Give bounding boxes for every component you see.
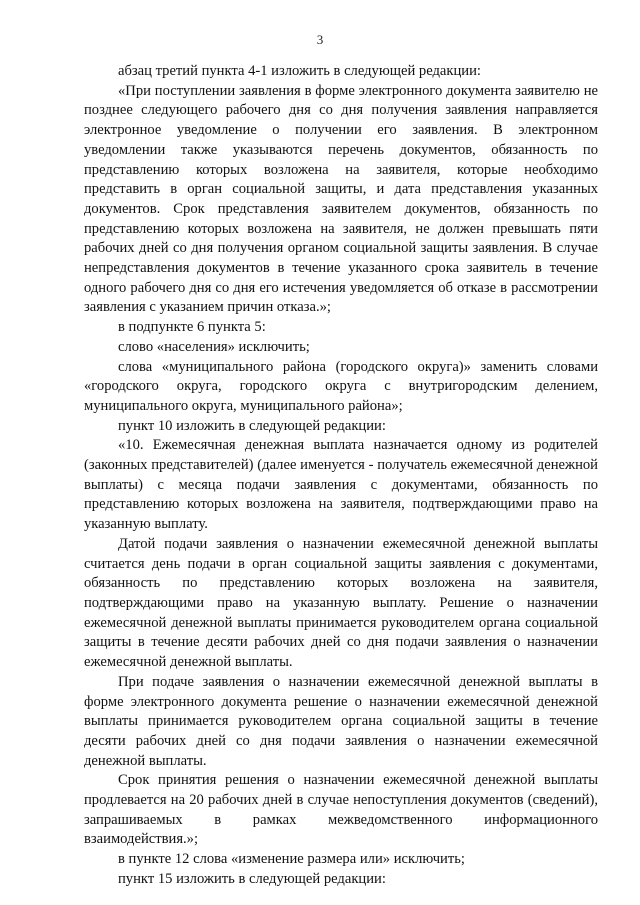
paragraph-subclause-6-item-5: в подпункте 6 пункта 5: [118, 319, 266, 336]
paragraph-item-10-monthly-payment: «10. Ежемесячная денежная выплата назначается одному из родителей (законных представителей) (далее именуется - получатель ежемесячной денежной выплаты) с месяца подачи заявления с документами, обязанность по представлению которых возложена на заявителя, подтверждающими право на указанную выплату. [84, 437, 598, 533]
paragraph-application-date: Датой подачи заявления о назначении ежемесячной денежной выплаты считается день подачи в орган социальной защиты заявления с документами, обязанность по представлению которых возложена на заявителя, подтверждающими право на указанную выплату. Решение о назначении ежемесячной денежной выплаты принимается руководителем органа социальной защиты в течение десяти рабочих дней со дня подачи заявления о назначении ежемесячной денежной выплаты. [84, 535, 598, 671]
paragraph-electronic-notification: «При поступлении заявления в форме электронного документа заявителю не позднее следующего рабочего дня со дня получения заявления направляется электронное уведомление о получении его заявления. В электронном уведомлении также указываются перечень документов, обязанность по представлению которых возложена на заявителя, которые необходимо представить в орган социальной защиты, и дата представления указанных документов. Срок представления заявителем документов, обязанность по представлению которых возложена на заявителя, не должен превышать пяти рабочих дней со дня получения органом социальной защиты заявления. В случае непредставления документов в течение указанного срока заявитель в течение одного рабочего дня со дня его истечения уведомляется об отказе в рассмотрении заявления с указанием причин отказа.»; [84, 82, 598, 316]
paragraph-amend-4-1-intro: абзац третий пункта 4-1 изложить в следующей редакции: [118, 63, 481, 79]
paragraph-word-exclusion: слово «населения» исключить; [118, 338, 310, 355]
document-body [84, 62, 598, 890]
paragraph-item-12-exclusion: в пункте 12 слова «изменение размера или» исключить; [118, 851, 465, 868]
paragraph-amend-item-10-intro: пункт 10 изложить в следующей редакции: [118, 417, 386, 434]
page-number: 3 [316, 32, 324, 47]
paragraph-electronic-application: При подаче заявления о назначении ежемесячной денежной выплаты в форме электронного документа решение о назначении ежемесячной денежной выплаты принимается руководителем органа социальной защиты в течение десяти рабочих дней со дня подачи заявления о назначении ежемесячной денежной выплаты. [84, 673, 598, 769]
paragraph-words-replacement: слова «муниципального района (городского округа)» заменить словами «городского округа, городского округа с внутригородским делением, муниципального округа, муниципального района»; [84, 358, 598, 414]
paragraph-amend-item-15-intro: пункт 15 изложить в следующей редакции: [118, 870, 386, 887]
paragraph-decision-term-extension: Срок принятия решения о назначении ежемесячной денежной выплаты продлевается на 20 рабочих дней в случае непоступления документов (сведений), запрашиваемых в рамках межведомственного информационного взаимодействия.»; [84, 772, 598, 848]
